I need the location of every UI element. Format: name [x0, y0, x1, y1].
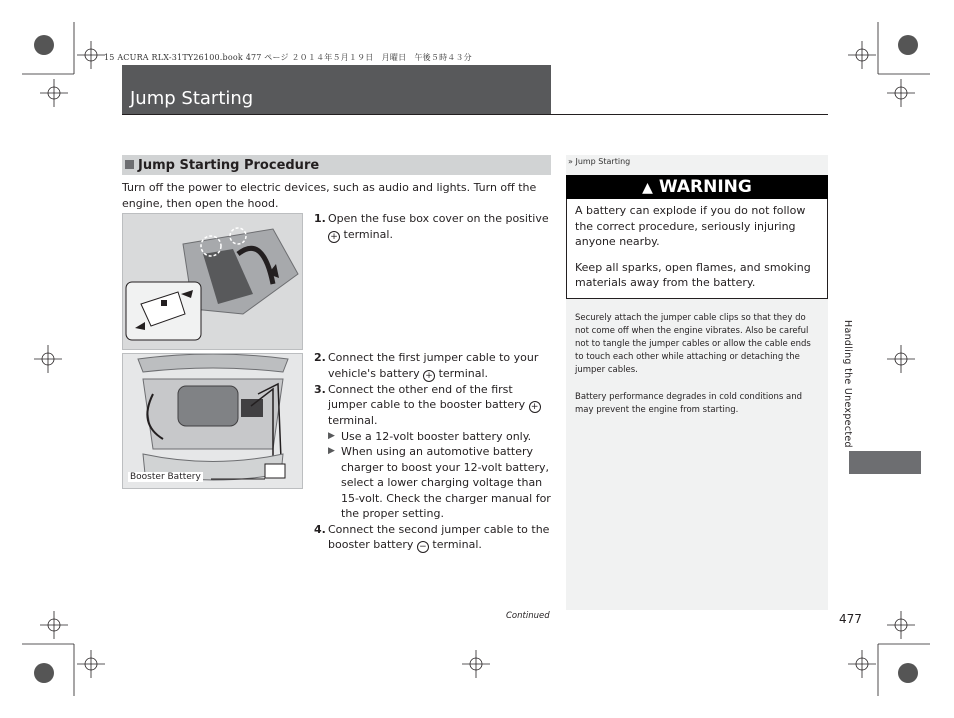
- step-3-note-2: [314, 444, 552, 522]
- step-text-end: terminal.: [438, 366, 489, 380]
- warning-paragraph-2: Keep all sparks, open flames, and smoking materials away from the battery.: [575, 260, 811, 289]
- note-text: When using an automotive battery charger to boost your 12-volt battery, select a lower charging voltage than 15-volt. Check the charger manual for the proper setting.: [341, 445, 551, 520]
- triangle-bullet-icon: ▶: [328, 430, 335, 441]
- fuse-box-figure: [122, 213, 303, 350]
- step-number: 3.: [314, 382, 326, 396]
- step-number: 4.: [314, 522, 326, 536]
- step-text: Connect the second jumper cable to the booster battery: [328, 522, 550, 551]
- step-text: Open the fuse box cover on the positive: [328, 212, 549, 225]
- step-4: [314, 522, 552, 554]
- triangle-bullet-icon: ▶: [328, 446, 335, 456]
- step-text-end: terminal.: [328, 414, 378, 427]
- positive-terminal-icon: +: [529, 401, 541, 413]
- chapter-tab-marker: [849, 451, 921, 474]
- crumb-arrow-icon: »: [568, 157, 573, 166]
- engine-bay-figure: [122, 353, 303, 489]
- title-divider: [122, 114, 828, 115]
- positive-terminal-icon: +: [423, 370, 435, 382]
- crumb-text: Jump Starting: [575, 157, 631, 166]
- side-notes: [575, 312, 821, 417]
- page-title: Jump Starting: [130, 88, 254, 109]
- engine-bay-illustration: [123, 354, 302, 488]
- print-header: 15 ACURA RLX-31TY26100.book 477 ページ ２０１４年５月１９日 月曜日 午後５時４３分: [104, 53, 472, 62]
- side-note-2: Battery performance degrades in cold conditions and may prevent the engine from starting.: [575, 392, 802, 415]
- warning-triangle-icon: ▲: [642, 180, 653, 196]
- steps-list: [314, 350, 552, 553]
- fuse-box-illustration: [123, 214, 302, 349]
- negative-terminal-icon: −: [417, 541, 429, 553]
- warning-paragraph-1: A battery can explode if you do not follow the correct procedure, seriously injuring anyone nearby.: [575, 204, 806, 248]
- continued-label: Continued: [506, 611, 550, 621]
- page-number: 477: [839, 612, 862, 626]
- chapter-tab-label: Handling the Unexpected: [842, 320, 853, 448]
- positive-terminal-icon: +: [328, 231, 340, 243]
- section-title: Jump Starting Procedure: [138, 158, 320, 173]
- step-2: [314, 350, 552, 382]
- step-1: [314, 211, 552, 243]
- warning-title: WARNING: [658, 177, 752, 197]
- intro-text: Turn off the power to electric devices, such as audio and lights. Turn off the engine, then open the hood.: [122, 181, 537, 210]
- step-text-end: terminal.: [432, 538, 482, 551]
- note-text: Use a 12-volt booster battery only.: [341, 429, 532, 443]
- step-text-end: terminal.: [343, 227, 393, 241]
- step-number: 1.: [314, 212, 326, 225]
- step-text: Connect the first jumper cable to your vehicle's battery: [328, 351, 539, 380]
- step-text: Connect the other end of the first jumper cable to the booster battery: [328, 382, 526, 411]
- section-square-icon: [125, 160, 134, 169]
- warning-text: [575, 203, 821, 291]
- booster-battery-label: Booster Battery: [130, 472, 201, 482]
- side-crumb: [568, 157, 630, 166]
- step-3-note-1: [314, 429, 552, 445]
- side-note-1: Securely attach the jumper cable clips so that they do not come off when the engine vibrates. Also be careful not to tangle the jumper cables or allow the cable ends to touch each other while attaching or detaching the jumper cables.: [575, 313, 811, 375]
- step-3: [314, 382, 552, 429]
- step-number: 2.: [314, 351, 326, 364]
- warning-header: [566, 175, 828, 199]
